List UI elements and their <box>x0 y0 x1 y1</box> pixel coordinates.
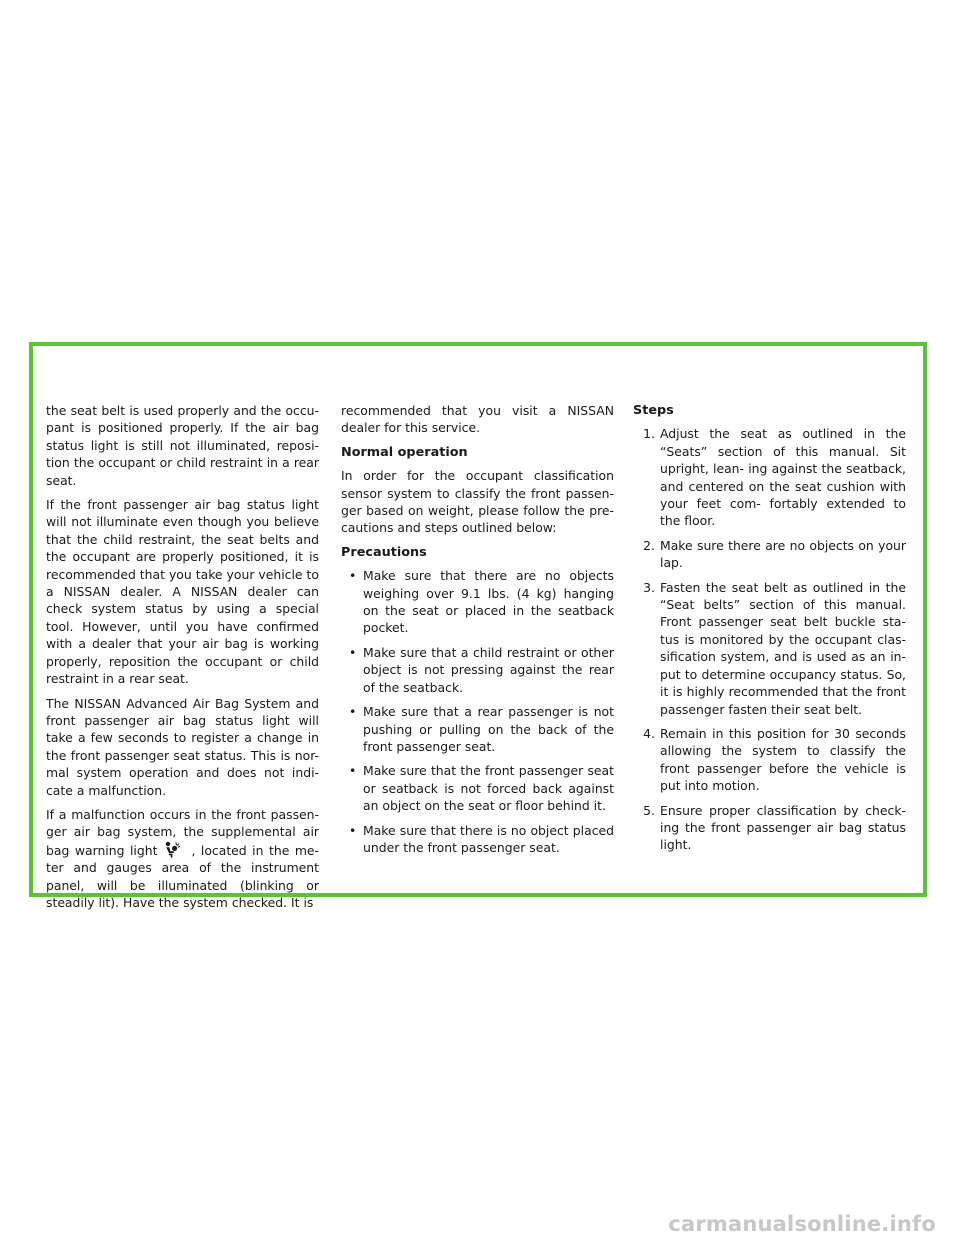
list-item-text: Make sure that a child restraint or other object is not pressing against the rear of the seatback. <box>363 644 614 695</box>
list-item-text: Make sure that the front passenger seat or seatback is not forced back against an object on the seat or floor behind it. <box>363 763 614 814</box>
paragraph: The NISSAN Advanced Air Bag System and front passenger air bag status light will take a few seconds to register a change in the front passenger seat status. This is nor- mal system operation and does not indi- cate a malfunction. <box>46 695 319 798</box>
step-text: Adjust the seat as outlined in the “Seats” section of this manual. Sit upright, lean- ing against the seatback, and centered on the seat cushion with your feet com- fortably extended to the floor. <box>660 426 906 529</box>
list-item <box>341 703 614 755</box>
step-number: 5. <box>643 802 655 818</box>
heading-precautions: Precautions <box>341 544 427 560</box>
column-2 <box>341 402 614 863</box>
paragraph: recommended that you visit a NISSAN dealer for this service. <box>341 403 614 436</box>
step-number: 3. <box>643 579 655 595</box>
steps-list <box>633 425 906 853</box>
list-item-text: Make sure that a rear passenger is not pushing or pulling on the back of the front passenger seat. <box>363 704 614 754</box>
heading-steps: Steps <box>633 403 674 418</box>
list-item <box>341 644 614 696</box>
list-item <box>341 567 614 637</box>
bullet: • <box>349 704 357 720</box>
step-number: 2. <box>643 537 655 553</box>
list-item <box>633 802 906 854</box>
bullet: • <box>349 568 357 584</box>
heading-normal-operation: Normal operation <box>341 444 468 460</box>
column-3 <box>633 402 906 861</box>
list-item <box>341 822 614 857</box>
bullet: • <box>349 822 357 838</box>
list-item <box>633 425 906 529</box>
step-text: Remain in this position for 30 seconds allowing the system to classify the front passenger before the vehicle is put into motion. <box>660 725 906 794</box>
list-item <box>633 725 906 795</box>
step-number: 1. <box>643 426 655 442</box>
list-item <box>633 579 906 718</box>
paragraph-with-icon <box>46 806 319 911</box>
paragraph-text: If a malfunction occurs in the front passen- ger air bag system, the supplemental air bag warning light <box>46 806 319 858</box>
paragraph: In order for the occupant classification sensor system to classify the front passen- ger based on weight, please follow the pre- cautions and steps outlined below: <box>341 468 614 536</box>
bullet: • <box>349 763 357 779</box>
airbag-warning-icon <box>163 841 181 859</box>
paragraph-text: , located in the me- ter and gauges area of the instrument panel, will be illuminated (blinking or steadily lit). Have the system checked. It is <box>46 842 320 910</box>
paragraph: the seat belt is used properly and the occu- pant is positioned properly. If the air bag status light is still not illuminated, reposi- tion the occupant or child restraint in a rear seat. <box>46 403 319 488</box>
step-text: Ensure proper classification by check- ing the front passenger air bag status light. <box>660 802 906 853</box>
column-1 <box>46 402 319 918</box>
list-item <box>341 762 614 814</box>
bullet: • <box>349 644 357 660</box>
step-text: Fasten the seat belt as outlined in the “Seat belts” section of this manual. Front passenger seat belt buckle sta- tus is monitored by the occupant clas- sification system, and is used as an in- put to determine occupancy status. So, it is highly recommended that the front passenger fasten their seat belt. <box>660 579 906 717</box>
list-item-text: Make sure that there are no objects weighing over 9.1 lbs. (4 kg) hanging on the seat or placed in the seatback pocket. <box>363 568 614 636</box>
site-watermark: carmanualsonline.info <box>668 1212 936 1236</box>
precautions-list <box>341 567 614 856</box>
step-text: Make sure there are no objects on your lap. <box>660 537 906 571</box>
list-item <box>633 537 906 572</box>
paragraph: If the front passenger air bag status light will not illuminate even though you believe that the child restraint, the seat belts and the occupant are properly positioned, it is recommended that you take your vehicle to a NISSAN dealer. A NISSAN dealer can check system status by using a special tool. However, until you have confirmed with a dealer that your air bag is working properly, reposition the occupant or child restraint in a rear seat. <box>46 497 319 687</box>
step-number: 4. <box>643 725 655 741</box>
list-item-text: Make sure that there is no object placed under the front passenger seat. <box>363 822 614 855</box>
